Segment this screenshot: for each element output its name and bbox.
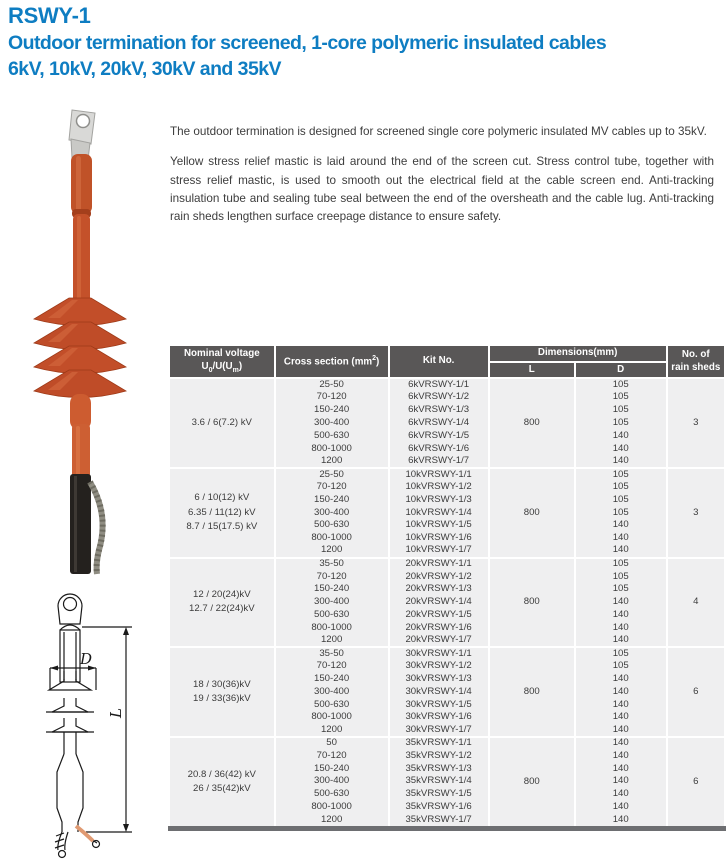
dim-d-cell: 140 xyxy=(575,686,667,699)
cross-section-cell: 1200 xyxy=(275,455,389,468)
cross-section-cell: 300-400 xyxy=(275,686,389,699)
cross-section-cell: 70-120 xyxy=(275,391,389,404)
cross-section-cell: 70-120 xyxy=(275,481,389,494)
dim-d-cell: 140 xyxy=(575,788,667,801)
voltage-cell: 20.8 / 36(42) kV 26 / 35(42)kV xyxy=(169,737,275,827)
kit-no-cell: 35kVRSWY-1/6 xyxy=(389,801,489,814)
cross-section-cell: 300-400 xyxy=(275,417,389,430)
rain-sheds-cell: 4 xyxy=(667,558,725,648)
cross-section-cell: 70-120 xyxy=(275,570,389,583)
outdoor-termination-product-photo xyxy=(0,106,165,580)
dim-d-cell: 140 xyxy=(575,775,667,788)
dim-d-cell: 140 xyxy=(575,596,667,609)
cross-section-cell: 35-50 xyxy=(275,647,389,660)
kit-no-cell: 20kVRSWY-1/4 xyxy=(389,596,489,609)
kit-no-cell: 10kVRSWY-1/3 xyxy=(389,494,489,507)
spec-table-wrap xyxy=(168,344,726,831)
voltage-cell: 12 / 20(24)kV 12.7 / 22(24)kV xyxy=(169,558,275,648)
kit-no-cell: 10kVRSWY-1/6 xyxy=(389,532,489,545)
header-nominal-voltage: Nominal voltage $U_0/U(U_m)$ xyxy=(169,345,275,378)
kit-no-cell: 10kVRSWY-1/1 xyxy=(389,468,489,481)
intro-paragraph-1: The outdoor termination is designed for screened single core polymeric insulated MV cables up to 35kV. xyxy=(170,125,707,138)
header-dim-d: D xyxy=(575,362,667,379)
dim-d-cell: 140 xyxy=(575,455,667,468)
intro-paragraph-2: Yellow stress relief mastic is laid around the end of the screen cut. Stress control tube, together with stress relief mastic, is used to smooth out the electrical field at the cable screen end. Anti-tracking insulation tube and sealing tube seal between the end of the oversheath and the cable lug. Anti-tracking rain sheds lengthen surface creepage distance to ensure safety. xyxy=(170,155,714,224)
header-dim-l: L xyxy=(489,362,575,379)
table-row xyxy=(169,737,725,750)
intro-text xyxy=(170,123,714,239)
cross-section-cell: 800-1000 xyxy=(275,532,389,545)
kit-no-cell: 20kVRSWY-1/7 xyxy=(389,634,489,647)
kit-no-cell: 20kVRSWY-1/6 xyxy=(389,622,489,635)
kit-no-cell: 6kVRSWY-1/2 xyxy=(389,391,489,404)
voltage-cell: 3.6 / 6(7.2) kV xyxy=(169,378,275,468)
cross-section-cell: 70-120 xyxy=(275,750,389,763)
cross-section-cell: 150-240 xyxy=(275,673,389,686)
cross-section-cell: 500-630 xyxy=(275,609,389,622)
dim-d-cell: 140 xyxy=(575,532,667,545)
dim-d-cell: 140 xyxy=(575,545,667,558)
dim-d-cell: 105 xyxy=(575,391,667,404)
cross-section-cell: 300-400 xyxy=(275,596,389,609)
dim-d-cell: 140 xyxy=(575,430,667,443)
table-row xyxy=(169,647,725,660)
kit-no-cell: 35kVRSWY-1/4 xyxy=(389,775,489,788)
cross-section-cell: 25-50 xyxy=(275,378,389,391)
voltage-cell: 18 / 30(36)kV 19 / 33(36)kV xyxy=(169,647,275,737)
kit-no-cell: 35kVRSWY-1/7 xyxy=(389,814,489,827)
dimension-d-label: D xyxy=(80,650,93,668)
kit-no-cell: 30kVRSWY-1/6 xyxy=(389,711,489,724)
header-kit-no: Kit No. xyxy=(389,345,489,378)
kit-no-cell: 6kVRSWY-1/5 xyxy=(389,430,489,443)
cross-section-cell: 70-120 xyxy=(275,660,389,673)
kit-no-cell: 35kVRSWY-1/3 xyxy=(389,762,489,775)
rain-sheds-cell: 6 xyxy=(667,737,725,827)
cross-section-cell: 1200 xyxy=(275,545,389,558)
cross-section-cell: 500-630 xyxy=(275,519,389,532)
dim-l-cell: 800 xyxy=(489,558,575,648)
cross-section-cell: 1200 xyxy=(275,814,389,827)
rain-sheds-cell: 6 xyxy=(667,647,725,737)
dim-d-cell: 105 xyxy=(575,404,667,417)
dim-d-cell: 105 xyxy=(575,506,667,519)
cross-section-cell: 150-240 xyxy=(275,762,389,775)
cross-section-cell: 800-1000 xyxy=(275,801,389,814)
kit-no-cell: 30kVRSWY-1/5 xyxy=(389,698,489,711)
dim-d-cell: 140 xyxy=(575,698,667,711)
cross-section-cell: 150-240 xyxy=(275,494,389,507)
dim-l-cell: 800 xyxy=(489,737,575,827)
kit-no-cell: 6kVRSWY-1/7 xyxy=(389,455,489,468)
dim-d-cell: 140 xyxy=(575,519,667,532)
kit-no-cell: 35kVRSWY-1/1 xyxy=(389,737,489,750)
page-title-line2: 6kV, 10kV, 20kV, 30kV and 35kV xyxy=(8,58,282,81)
table-row xyxy=(169,468,725,481)
dim-d-cell: 140 xyxy=(575,673,667,686)
dim-d-cell: 105 xyxy=(575,570,667,583)
dim-d-cell: 140 xyxy=(575,814,667,827)
dim-d-cell: 140 xyxy=(575,737,667,750)
kit-no-cell: 20kVRSWY-1/2 xyxy=(389,570,489,583)
spec-table xyxy=(168,344,726,826)
dim-d-cell: 140 xyxy=(575,750,667,763)
dim-d-cell: 105 xyxy=(575,583,667,596)
product-model: RSWY-1 xyxy=(8,3,91,28)
cross-section-cell: 35-50 xyxy=(275,558,389,571)
kit-no-cell: 35kVRSWY-1/2 xyxy=(389,750,489,763)
header-cross-section: Cross section $(mm^2)$ xyxy=(275,345,389,378)
cross-section-cell: 1200 xyxy=(275,634,389,647)
cross-section-cell: 500-630 xyxy=(275,788,389,801)
dim-l-cell: 800 xyxy=(489,378,575,468)
dim-d-cell: 140 xyxy=(575,801,667,814)
kit-no-cell: 6kVRSWY-1/1 xyxy=(389,378,489,391)
dim-d-cell: 140 xyxy=(575,762,667,775)
kit-no-cell: 30kVRSWY-1/4 xyxy=(389,686,489,699)
dim-d-cell: 105 xyxy=(575,647,667,660)
dim-d-cell: 140 xyxy=(575,724,667,737)
dim-d-cell: 105 xyxy=(575,378,667,391)
cross-section-cell: 500-630 xyxy=(275,430,389,443)
dim-d-cell: 140 xyxy=(575,622,667,635)
dim-d-cell: 105 xyxy=(575,417,667,430)
cross-section-cell: 25-50 xyxy=(275,468,389,481)
table-row xyxy=(169,558,725,571)
cross-section-cell: 50 xyxy=(275,737,389,750)
rain-sheds-cell: 3 xyxy=(667,468,725,558)
kit-no-cell: 30kVRSWY-1/1 xyxy=(389,647,489,660)
rain-sheds-cell: 3 xyxy=(667,378,725,468)
cross-section-cell: 1200 xyxy=(275,724,389,737)
dim-d-cell: 140 xyxy=(575,711,667,724)
dim-l-cell: 800 xyxy=(489,647,575,737)
header-rain-sheds: No. of rain sheds xyxy=(667,345,725,378)
dim-d-cell: 140 xyxy=(575,442,667,455)
header-dimensions: Dimensions(mm) xyxy=(489,345,667,362)
dim-d-cell: 105 xyxy=(575,660,667,673)
kit-no-cell: 10kVRSWY-1/2 xyxy=(389,481,489,494)
dim-d-cell: 105 xyxy=(575,494,667,507)
kit-no-cell: 30kVRSWY-1/2 xyxy=(389,660,489,673)
cross-section-cell: 150-240 xyxy=(275,583,389,596)
kit-no-cell: 10kVRSWY-1/4 xyxy=(389,506,489,519)
kit-no-cell: 20kVRSWY-1/1 xyxy=(389,558,489,571)
kit-no-cell: 6kVRSWY-1/6 xyxy=(389,442,489,455)
title-block xyxy=(8,2,722,83)
kit-no-cell: 10kVRSWY-1/5 xyxy=(389,519,489,532)
termination-dimension-drawing xyxy=(2,586,167,859)
cross-section-cell: 800-1000 xyxy=(275,711,389,724)
dimension-l-label: L xyxy=(107,708,125,718)
dim-d-cell: 105 xyxy=(575,468,667,481)
page-title: Outdoor termination for screened, 1-core polymeric insulated cables xyxy=(8,31,607,54)
cross-section-cell: 500-630 xyxy=(275,698,389,711)
cross-section-cell: 300-400 xyxy=(275,775,389,788)
dim-d-cell: 140 xyxy=(575,634,667,647)
dim-d-cell: 105 xyxy=(575,558,667,571)
kit-no-cell: 30kVRSWY-1/3 xyxy=(389,673,489,686)
kit-no-cell: 20kVRSWY-1/3 xyxy=(389,583,489,596)
voltage-cell: 6 / 10(12) kV 6.35 / 11(12) kV 8.7 / 15(17.5) kV xyxy=(169,468,275,558)
cross-section-cell: 800-1000 xyxy=(275,622,389,635)
kit-no-cell: 10kVRSWY-1/7 xyxy=(389,545,489,558)
cross-section-cell: 150-240 xyxy=(275,404,389,417)
table-row xyxy=(169,378,725,391)
dim-d-cell: 140 xyxy=(575,609,667,622)
kit-no-cell: 6kVRSWY-1/4 xyxy=(389,417,489,430)
dim-d-cell: 105 xyxy=(575,481,667,494)
kit-no-cell: 35kVRSWY-1/5 xyxy=(389,788,489,801)
cross-section-cell: 800-1000 xyxy=(275,442,389,455)
kit-no-cell: 20kVRSWY-1/5 xyxy=(389,609,489,622)
dim-l-cell: 800 xyxy=(489,468,575,558)
cross-section-cell: 300-400 xyxy=(275,506,389,519)
table-bottom-bar xyxy=(168,826,726,831)
kit-no-cell: 6kVRSWY-1/3 xyxy=(389,404,489,417)
kit-no-cell: 30kVRSWY-1/7 xyxy=(389,724,489,737)
